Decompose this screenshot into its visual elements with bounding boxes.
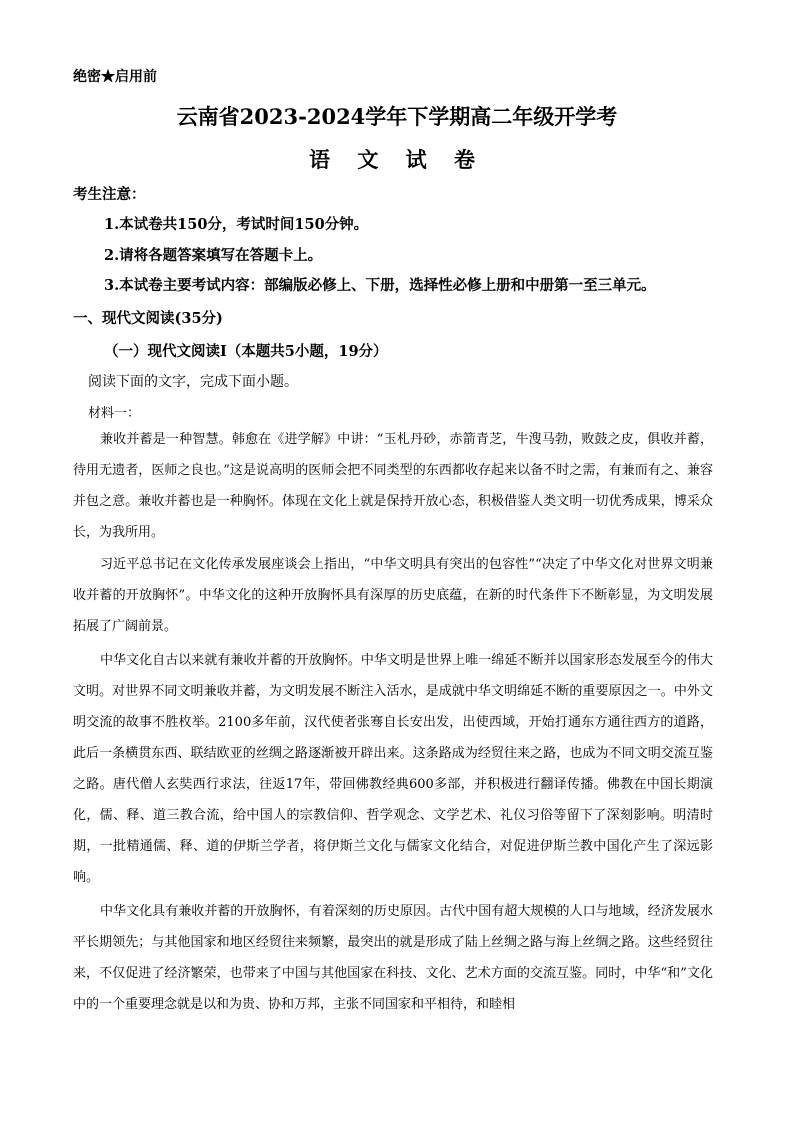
reading-instruction: 阅读下面的文字，完成下面小题。 <box>88 374 298 390</box>
section-heading: 一、现代文阅读(35分) <box>73 310 223 327</box>
confidential-label: 绝密★启用前 <box>73 69 157 85</box>
material-label: 材料一： <box>88 406 141 421</box>
paragraph-1: 兼收并蓄是一种智慧。韩愈在《进学解》中讲：“玉札丹砂，赤箭青芝，牛溲马勃，败鼓之皮，俱收并蓄，待用无遗者，医师之良也。”这是说高明的医师会把不同类型的东西都收存起来以备不时之需，有兼而有之、兼容并包之意。兼收并蓄也是一种胸怀。体现在文化上就是保持开放心态，积极借鉴人类文明一切优秀成果，博采众长，为我所用。 <box>73 432 713 540</box>
paragraph-3: 中华文化自古以来就有兼收并蓄的开放胸怀。中华文明是世界上唯一绵延不断并以国家形态发展至今的伟大文明。对世界不同文明兼收并蓄，为文明发展不断注入活水，是成就中华文明绵延不断的重要原因之一。中外文明交流的故事不胜枚举。2100多年前，汉代使者张骞自长安出发，出使西域，开始打通东方通往西方的道路，此后一条横贯东西、联结欧亚的丝绸之路逐渐被开辟出来。这条路成为经贸往来之路，也成为不同文明交流互鉴之路。唐代僧人玄奘西行求法，往返17年，带回佛教经典600多部，并积极进行翻译传播。佛教在中国长期演化，儒、释、道三教合流，给中国人的宗教信仰、哲学观念、文学艺术、礼仪习俗等留下了深刻影响。明清时期，一批精通儒、释、道的伊斯兰学者，将伊斯兰文化与儒家文化结合，对促进伊斯兰教中国化产生了深远影响。 <box>73 653 713 885</box>
subject-title: 语 文 试 卷 <box>309 147 485 172</box>
notice-item-1: 1.本试卷共150分，考试时间150分钟。 <box>104 216 369 233</box>
subsection-heading: （一）现代文阅读Ⅰ（本题共5小题，19分） <box>104 343 388 360</box>
notice-heading: 考生注意： <box>73 186 146 203</box>
paragraph-2: 习近平总书记在文化传承发展座谈会上指出，“中华文明具有突出的包容性”“决定了中华文化对世界文明兼收并蓄的开放胸怀”。中华文化的这种开放胸怀具有深厚的历史底蕴，在新的时代条件下不断彰显，为文明发展拓展了广阔前景。 <box>73 557 713 634</box>
notice-item-2: 2.请将各题答案填写在答题卡上。 <box>104 247 323 264</box>
notice-item-3: 3.本试卷主要考试内容：部编版必修上、下册，选择性必修上册和中册第一至三单元。 <box>104 277 656 294</box>
exam-title: 云南省2023-2024学年下学期高二年级开学考 <box>176 104 618 129</box>
paragraph-4: 中华文化具有兼收并蓄的开放胸怀，有着深刻的历史原因。古代中国有超大规模的人口与地域，经济发展水平长期领先；与其他国家和地区经贸往来频繁，最突出的就是形成了陆上丝绸之路与海上丝绸之路。这些经贸往来，不仅促进了经济繁荣，也带来了中国与其他国家在科技、文化、艺术方面的交流互鉴。同时，中华“和”文化中的一个重要理念就是以和为贵、协和万邦，主张不同国家和平相待，和睦相 <box>73 904 713 1012</box>
